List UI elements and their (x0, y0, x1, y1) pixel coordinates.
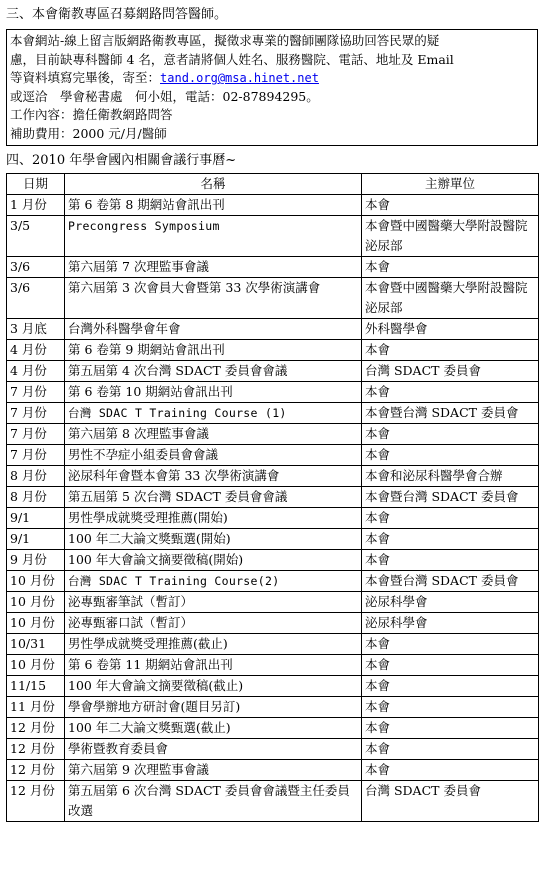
table-row (7, 361, 539, 382)
cell-org: 本會 (362, 195, 539, 216)
cell-org: 本會暨台灣 SDACT 委員會 (362, 487, 539, 508)
cell-name: 100 年大會論文摘要徵稿(截止) (65, 676, 362, 697)
cell-name: 男性不孕症小組委員會會議 (65, 445, 362, 466)
cell-org: 本會 (362, 718, 539, 739)
notice-line-4: 或逕洽 學會秘書處 何小姐，電話：02-87894295。 (10, 88, 319, 104)
cell-date: 7 月份 (7, 445, 65, 466)
cell-org: 泌尿科學會 (362, 592, 539, 613)
cell-date: 10 月份 (7, 592, 65, 613)
cell-date: 9 月份 (7, 550, 65, 571)
table-row (7, 781, 539, 822)
header-date: 日期 (7, 174, 65, 195)
cell-org: 本會 (362, 550, 539, 571)
cell-org: 本會和泌尿科醫學會合辦 (362, 466, 539, 487)
cell-name: 第六屆第 8 次理監事會議 (65, 424, 362, 445)
table-header-row (7, 174, 539, 195)
cell-name: 第 6 卷第 11 期網站會訊出刊 (65, 655, 362, 676)
cell-org: 本會 (362, 424, 539, 445)
cell-date: 8 月份 (7, 466, 65, 487)
cell-name: 台灣 SDAC T Training Course(2) (65, 571, 362, 592)
table-row (7, 739, 539, 760)
table-row (7, 278, 539, 319)
table-row (7, 697, 539, 718)
table-row (7, 676, 539, 697)
cell-date: 3/6 (7, 278, 65, 319)
cell-name: 第五屆第 6 次台灣 SDACT 委員會會議暨主任委員改選 (65, 781, 362, 822)
cell-date: 10 月份 (7, 571, 65, 592)
table-row (7, 216, 539, 257)
subsidy-fee-line: 補助費用：2000 元/月/醫師 (10, 125, 167, 141)
cell-org: 本會 (362, 257, 539, 278)
cell-date: 12 月份 (7, 739, 65, 760)
cell-name: 第 6 卷第 10 期網站會訊出刊 (65, 382, 362, 403)
notice-line-2: 慮，目前缺專科醫師 4 名，意者請將個人姓名、服務醫院、電話、地址及 Email (10, 51, 454, 67)
cell-org: 本會暨中國醫藥大學附設醫院泌尿部 (362, 278, 539, 319)
section4-heading: 四、2010 年學會國內相關會議行事曆~ (6, 153, 237, 168)
table-row (7, 340, 539, 361)
cell-date: 7 月份 (7, 382, 65, 403)
cell-name: 泌尿科年會暨本會第 33 次學術演講會 (65, 466, 362, 487)
notice-line-3 (10, 69, 534, 88)
notice-line-1: 本會網站-線上留言版網路衛教專區，擬徵求專業的醫師團隊協助回答民眾的疑 (10, 33, 440, 48)
cell-name: 第五屆第 5 次台灣 SDACT 委員會會議 (65, 487, 362, 508)
cell-org: 本會 (362, 529, 539, 550)
cell-org: 本會 (362, 676, 539, 697)
cell-date: 7 月份 (7, 403, 65, 424)
cell-name: 100 年二大論文獎甄選(截止) (65, 718, 362, 739)
table-body (7, 195, 539, 822)
section3-heading: 三、本會衛教專區召募網路問答醫師。 (6, 7, 228, 22)
table-row (7, 382, 539, 403)
header-name: 名稱 (65, 174, 362, 195)
table-row (7, 508, 539, 529)
email-link[interactable]: tand.org@msa.hinet.net (160, 71, 319, 85)
cell-name: 台灣外科醫學會年會 (65, 319, 362, 340)
cell-name: 第六屆第 3 次會員大會暨第 33 次學術演講會 (65, 278, 362, 319)
table-row (7, 760, 539, 781)
table-row (7, 634, 539, 655)
meeting-calendar-table (6, 173, 539, 822)
cell-date: 12 月份 (7, 781, 65, 822)
cell-org: 本會暨台灣 SDACT 委員會 (362, 403, 539, 424)
cell-org: 本會 (362, 445, 539, 466)
cell-org: 本會 (362, 634, 539, 655)
cell-org: 外科醫學會 (362, 319, 539, 340)
cell-org: 本會 (362, 508, 539, 529)
cell-date: 12 月份 (7, 718, 65, 739)
cell-name: 台灣 SDAC T Training Course (1) (65, 403, 362, 424)
table-row (7, 592, 539, 613)
table-row (7, 550, 539, 571)
table-row (7, 403, 539, 424)
cell-date: 11 月份 (7, 697, 65, 718)
header-org: 主辦單位 (362, 174, 539, 195)
cell-name: 第五屆第 4 次台灣 SDACT 委員會會議 (65, 361, 362, 382)
cell-name: 100 年大會論文摘要徵稿(開始) (65, 550, 362, 571)
cell-date: 9/1 (7, 508, 65, 529)
cell-name: 泌專甄審口試（暫訂） (65, 613, 362, 634)
cell-org: 本會 (362, 739, 539, 760)
cell-name: 男性學成就獎受理推薦(開始) (65, 508, 362, 529)
recruitment-notice-box (6, 29, 538, 146)
cell-org: 本會 (362, 655, 539, 676)
cell-name: 100 年二大論文獎甄選(開始) (65, 529, 362, 550)
cell-org: 本會 (362, 760, 539, 781)
cell-org: 台灣 SDACT 委員會 (362, 361, 539, 382)
table-row (7, 445, 539, 466)
cell-date: 4 月份 (7, 361, 65, 382)
cell-org: 本會 (362, 340, 539, 361)
cell-name: 第 6 卷第 8 期網站會訊出刊 (65, 195, 362, 216)
cell-name: 第六屆第 9 次理監事會議 (65, 760, 362, 781)
cell-name: 第 6 卷第 9 期網站會訊出刊 (65, 340, 362, 361)
cell-date: 3 月底 (7, 319, 65, 340)
cell-date: 10/31 (7, 634, 65, 655)
cell-org: 泌尿科學會 (362, 613, 539, 634)
cell-org: 本會 (362, 697, 539, 718)
cell-date: 9/1 (7, 529, 65, 550)
cell-date: 10 月份 (7, 655, 65, 676)
table-row (7, 257, 539, 278)
cell-name: 學術暨教育委員會 (65, 739, 362, 760)
table-row (7, 195, 539, 216)
cell-org: 本會暨台灣 SDACT 委員會 (362, 571, 539, 592)
table-row (7, 319, 539, 340)
table-row (7, 571, 539, 592)
cell-name: 第六屆第 7 次理監事會議 (65, 257, 362, 278)
cell-date: 3/5 (7, 216, 65, 257)
cell-date: 3/6 (7, 257, 65, 278)
notice-line-3-prefix: 等資料填寫完畢後，寄至： (10, 70, 161, 85)
table-row (7, 613, 539, 634)
table-row (7, 466, 539, 487)
cell-org: 本會暨中國醫藥大學附設醫院泌尿部 (362, 216, 539, 257)
cell-date: 7 月份 (7, 424, 65, 445)
cell-name: 泌專甄審筆試（暫訂） (65, 592, 362, 613)
cell-date: 11/15 (7, 676, 65, 697)
table-row (7, 424, 539, 445)
work-content-line: 工作內容：擔任衛教網路問答 (10, 107, 173, 122)
cell-date: 12 月份 (7, 760, 65, 781)
cell-name: Precongress Symposium (65, 216, 362, 257)
cell-org: 本會 (362, 382, 539, 403)
cell-org: 台灣 SDACT 委員會 (362, 781, 539, 822)
table-row (7, 655, 539, 676)
table-row (7, 487, 539, 508)
table-row (7, 718, 539, 739)
cell-date: 4 月份 (7, 340, 65, 361)
cell-name: 學會學辦地方研討會(題目另訂) (65, 697, 362, 718)
table-row (7, 529, 539, 550)
cell-date: 8 月份 (7, 487, 65, 508)
cell-date: 1 月份 (7, 195, 65, 216)
cell-name: 男性學成就獎受理推薦(截止) (65, 634, 362, 655)
cell-date: 10 月份 (7, 613, 65, 634)
